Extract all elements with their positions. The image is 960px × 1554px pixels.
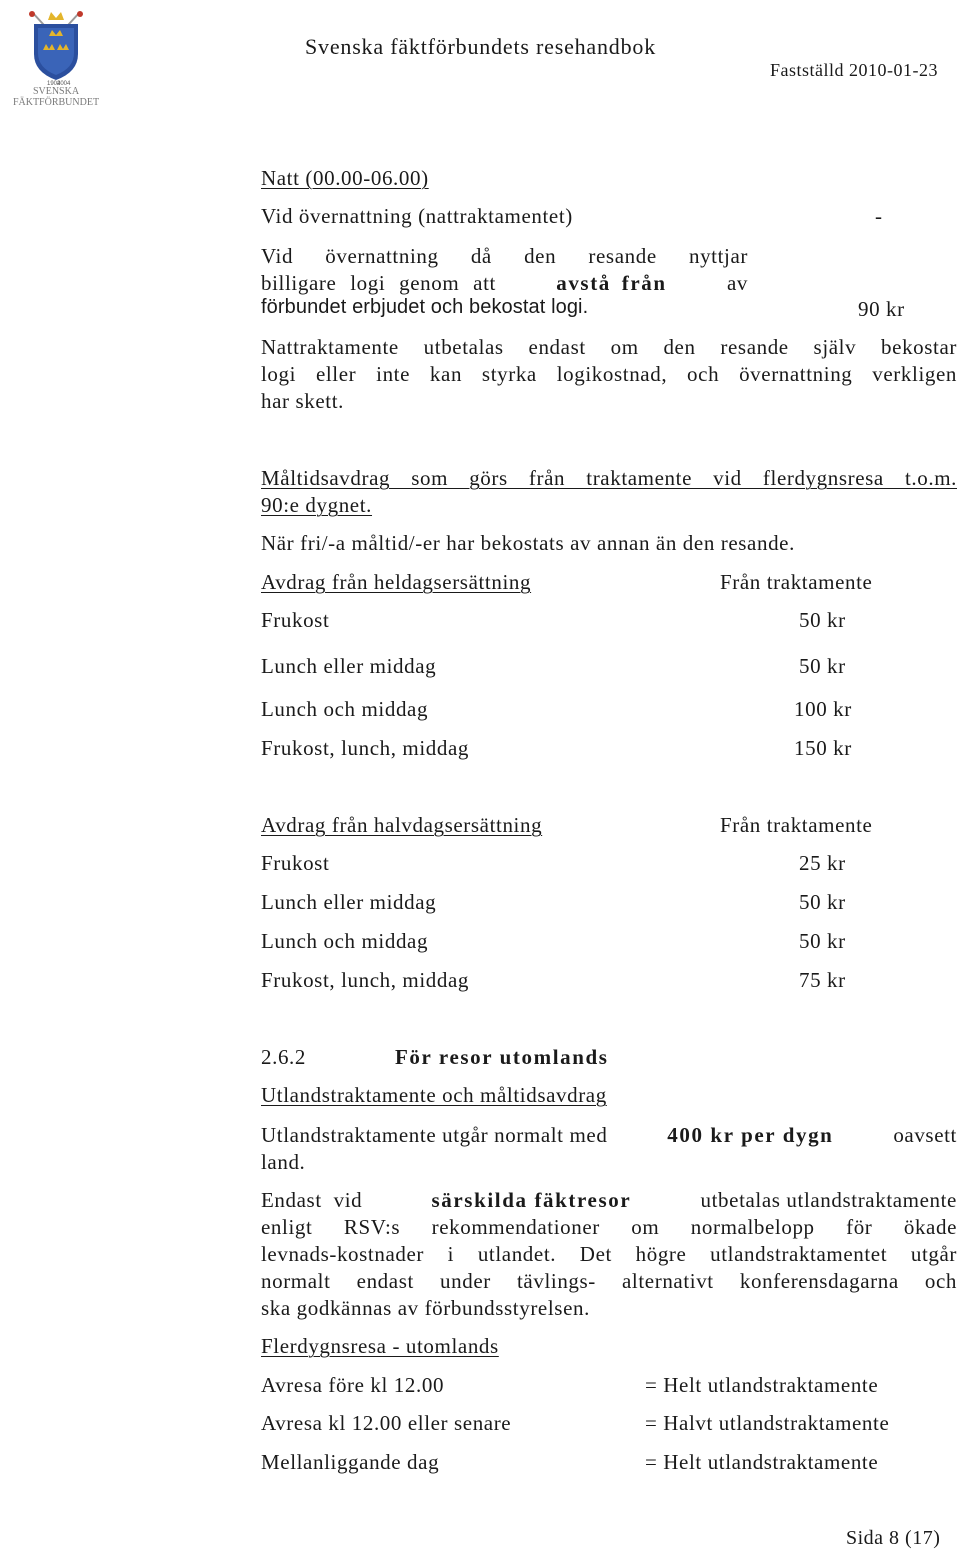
- halvdag-row-label: Lunch och middag: [261, 929, 429, 953]
- natt-paragraph-line3: har skett.: [261, 389, 344, 413]
- halvdag-row-value: 50 kr: [799, 890, 846, 914]
- halvdag-row-label: Frukost: [261, 851, 330, 875]
- natt-row2-line2: [261, 270, 748, 296]
- federation-logo: [4, 6, 108, 108]
- natt-row2-line1: Vid övernattning då den resande nyttjar: [261, 244, 748, 268]
- section-paragraph2-line3: levnads-kostnader i utlandet. Det högre utlandstraktamentet utgår: [261, 1242, 957, 1266]
- natt-paragraph-line1: Nattraktamente utbetalas endast om den resande själv bekostar: [261, 335, 957, 359]
- section-paragraph1-line1: [261, 1122, 957, 1148]
- flerdygn-row-value: = Helt utlandstraktamente: [645, 1373, 879, 1397]
- halvdag-row-value: 50 kr: [799, 929, 846, 953]
- section-p1-emphasis: 400 kr per dygn: [667, 1123, 834, 1147]
- halvdag-row-label: Frukost, lunch, middag: [261, 968, 470, 992]
- heldag-heading: Avdrag från heldagsersättning: [261, 570, 532, 594]
- heldag-row-value: 100 kr: [794, 697, 852, 721]
- heldag-row-value: 50 kr: [799, 654, 846, 678]
- halvdag-column-heading: Från traktamente: [720, 813, 873, 837]
- halvdag-row-value: 25 kr: [799, 851, 846, 875]
- natt-row2-line2-text: billigare logi genom att: [261, 271, 496, 295]
- natt-row2-line2-end: av: [726, 271, 748, 295]
- section-paragraph2-line2: enligt RSV:s rekommendationer om normalbelopp för ökade: [261, 1215, 957, 1239]
- document-date: Fastställd 2010-01-23: [770, 60, 938, 80]
- flerdygn-row-value: = Halvt utlandstraktamente: [645, 1411, 890, 1435]
- section-paragraph2-line1: [261, 1187, 957, 1213]
- document-title: Svenska fäktförbundets resehandbok: [305, 34, 657, 59]
- halvdag-row-value: 75 kr: [799, 968, 846, 992]
- flerdygn-row-label: Avresa kl 12.00 eller senare: [261, 1411, 512, 1435]
- section-paragraph2-line4: normalt endast under tävlings- alternativt konferensdagarna och: [261, 1269, 957, 1293]
- section-subheading: Utlandstraktamente och måltidsavdrag: [261, 1083, 607, 1107]
- heldag-row-value: 50 kr: [799, 608, 846, 632]
- svg-text:1904: 1904: [47, 81, 61, 87]
- natt-heading: Natt (00.00-06.00): [261, 166, 429, 190]
- heldag-column-heading: Från traktamente: [720, 570, 873, 594]
- natt-row2-line3: förbundet erbjudet och bekostat logi.: [261, 296, 589, 318]
- natt-row1-label: Vid övernattning (nattraktamentet): [261, 204, 573, 228]
- maltid-heading-line2: 90:e dygnet.: [261, 493, 373, 517]
- natt-paragraph-line2: logi eller inte kan styrka logikostnad, och övernattning verkligen: [261, 362, 957, 386]
- shield-crest-icon: [4, 6, 108, 108]
- heldag-row-label: Lunch och middag: [261, 697, 429, 721]
- halvdag-row-label: Lunch eller middag: [261, 890, 437, 914]
- section-p1-end: oavsett: [893, 1123, 957, 1147]
- heldag-row-label: Frukost, lunch, middag: [261, 736, 470, 760]
- halvdag-heading: Avdrag från halvdagsersättning: [261, 813, 543, 837]
- natt-row2-emphasis: avstå från: [556, 271, 667, 295]
- flerdygn-row-label: Avresa före kl 12.00: [261, 1373, 445, 1397]
- maltid-heading-line1: Måltidsavdrag som görs från traktamente vid flerdygnsresa t.o.m.: [261, 466, 957, 490]
- svg-text:SVENSKA: SVENSKA: [32, 86, 80, 97]
- flerdygn-row-value: = Helt utlandstraktamente: [645, 1450, 879, 1474]
- page-number: Sida 8 (17): [846, 1527, 941, 1549]
- section-p2-end: utbetalas utlandstraktamente: [700, 1188, 957, 1212]
- svg-text:FÄKTFÖRBUNDET: FÄKTFÖRBUNDET: [12, 97, 100, 108]
- svg-text:2004: 2004: [57, 81, 71, 87]
- flerdygn-heading: Flerdygnsresa - utomlands: [261, 1334, 499, 1358]
- natt-row2-value: 90 kr: [858, 297, 905, 321]
- section-paragraph1-line2: land.: [261, 1150, 306, 1174]
- section-p2-text: Endast vid: [261, 1188, 363, 1212]
- section-paragraph2-line5: ska godkännas av förbundsstyrelsen.: [261, 1296, 590, 1320]
- maltid-note: När fri/-a måltid/-er har bekostats av annan än den resande.: [261, 531, 795, 555]
- natt-row1-value: -: [875, 204, 883, 228]
- heldag-row-label: Frukost: [261, 608, 330, 632]
- section-p2-emphasis: särskilda fäktresor: [431, 1188, 632, 1212]
- section-p1-text: Utlandstraktamente utgår normalt med: [261, 1123, 608, 1147]
- flerdygn-row-label: Mellanliggande dag: [261, 1450, 440, 1474]
- section-number: 2.6.2: [261, 1045, 306, 1069]
- section-title: För resor utomlands: [395, 1045, 609, 1069]
- heldag-row-label: Lunch eller middag: [261, 654, 437, 678]
- heldag-row-value: 150 kr: [794, 736, 852, 760]
